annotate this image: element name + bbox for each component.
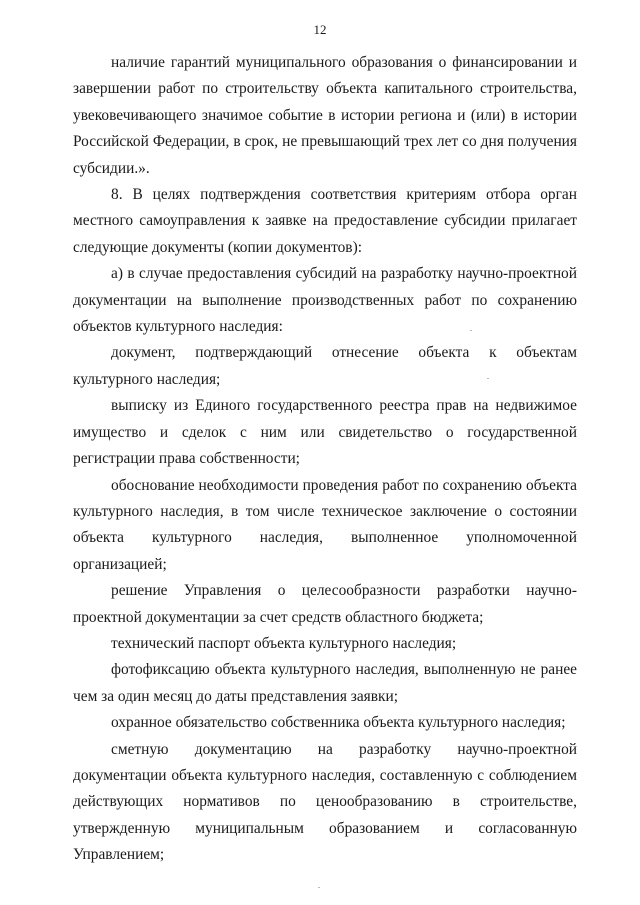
paragraph-works-justification: обоснование необходимости проведения работ по сохранению объекта культурного наследия, в том числе техническое заключение о состоянии объекта культурного наследия, выполненное уполномоченной организацией; [73, 476, 577, 573]
page-number: 12 [313, 22, 327, 37]
paragraph-technical-passport: технический паспорт объекта культурного наследия; [111, 634, 457, 652]
paragraph-photo-fixation: фотофиксацию объекта культурного наследия, выполненную не ранее чем за один месяц до даты представления заявки; [73, 661, 577, 705]
scan-speck [470, 330, 472, 331]
paragraph-item-8: 8. В целях подтверждения соответствия критериям отбора орган местного самоуправления к заявке на предоставление субсидии прилагает следующие документы (копии документов): [73, 186, 577, 256]
paragraph-management-decision: решение Управления о целесообразности разработки научно-проектной документации за счет средств областного бюджета; [73, 582, 577, 626]
paragraph-estimate-documentation: сметную документацию на разработку научно-проектной документации объекта культурного наследия, составленную с соблюдением действующих нормативов по ценообразованию в строительстве, утвержденную муниципальным образованием и согласованную Управлением; [73, 740, 577, 864]
paragraph-heritage-document: документ, подтверждающий отнесение объекта к объектам культурного наследия; [73, 344, 577, 388]
paragraph-registry-extract: выписку из Единого государственного реестра прав на недвижимое имущество и сделок с ним или свидетельство о государственной регистрации права собственности; [73, 397, 577, 468]
scan-speck [318, 887, 320, 888]
paragraph-protection-obligation: охранное обязательство собственника объекта культурного наследия; [111, 714, 566, 732]
document-body [73, 50, 577, 869]
scan-speck [487, 378, 489, 379]
paragraph-subitem-a: а) в случае предоставления субсидий на разработку научно-проектной документации на выполнение производственных работ по сохранению объектов культурного наследия: [73, 265, 577, 336]
paragraph-subsidy-guarantee: наличие гарантий муниципального образования о финансировании и завершении работ по строительству объекта капитального строительства, увековечивающего значимое событие в истории региона и (или) в истории Российской Федерации, в срок, не превышающий трех лет со дня получения субсидии.». [73, 54, 577, 177]
